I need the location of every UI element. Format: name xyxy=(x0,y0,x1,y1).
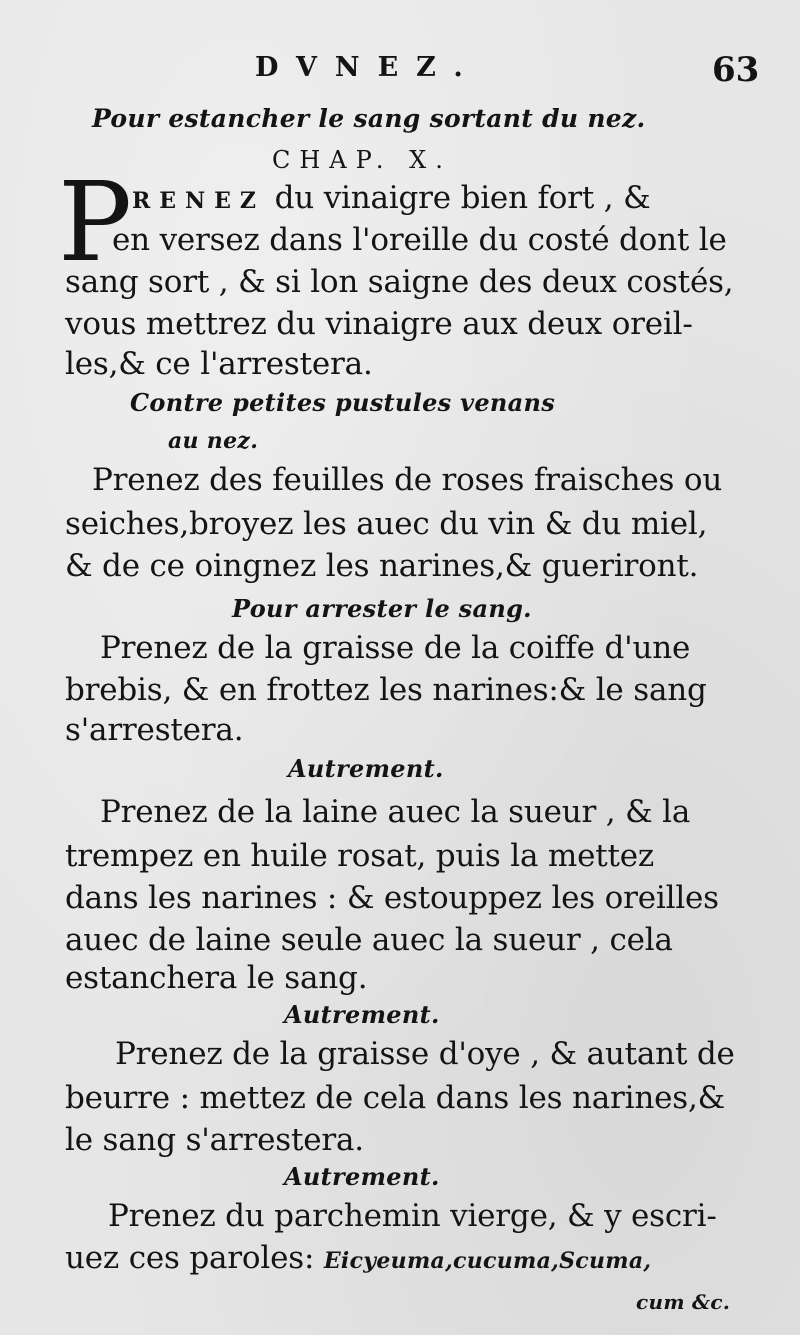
catchword: cum &c. xyxy=(636,1290,731,1314)
section-title: Pour arrester le sang. xyxy=(232,594,532,623)
first-word-caps: RENEZ xyxy=(132,188,265,214)
text-line: le sang s'arrestera. xyxy=(65,1122,364,1158)
text-line: seiches,broyez les auec du vin & du miel, xyxy=(65,506,708,542)
text-line: s'arrestera. xyxy=(65,712,244,748)
text-line: du vinaigre bien fort , & xyxy=(274,180,651,216)
text-line: brebis, & en frottez les narines:& le sang xyxy=(65,672,707,708)
text-line-part: uez ces paroles: xyxy=(65,1240,315,1276)
text-line: auec de laine seule auec la sueur , cela xyxy=(65,922,673,958)
first-line xyxy=(132,180,650,216)
chapter-heading: CHAP. X. xyxy=(272,146,452,174)
inline-gothic-text: Eicyeuma,cucuma,Scuma, xyxy=(323,1248,652,1274)
section-title: Contre petites pustules venans xyxy=(130,388,556,417)
text-line xyxy=(65,1240,651,1276)
drop-cap: P xyxy=(58,158,133,286)
section-title: Autrement. xyxy=(288,754,444,783)
text-line: estanchera le sang. xyxy=(65,960,368,996)
page-header xyxy=(0,50,800,92)
text-line: dans les narines : & estouppez les oreilles xyxy=(65,880,719,916)
text-line: Prenez de la graisse d'oye , & autant de xyxy=(115,1036,735,1072)
section-title-continuation: au nez. xyxy=(168,428,259,454)
text-line: beurre : mettez de cela dans les narines,& xyxy=(65,1080,726,1116)
running-head: DVNEZ. xyxy=(255,52,481,83)
text-line: les,& ce l'arrestera. xyxy=(65,346,373,382)
text-line: en versez dans l'oreille du costé dont le xyxy=(112,222,727,258)
text-line: Prenez de la laine auec la sueur , & la xyxy=(100,794,691,830)
text-line: sang sort , & si lon saigne des deux costés, xyxy=(65,264,734,300)
page-number: 63 xyxy=(712,50,760,90)
text-line: Prenez des feuilles de roses fraisches ou xyxy=(92,462,723,498)
text-line: Prenez du parchemin vierge, & y escri- xyxy=(108,1198,717,1234)
text-line: vous mettrez du vinaigre aux deux oreil- xyxy=(65,306,693,342)
text-line: Prenez de la graisse de la coiffe d'une xyxy=(100,630,691,666)
section-title: Autrement. xyxy=(284,1000,440,1029)
text-line: trempez en huile rosat, puis la mettez xyxy=(65,838,655,874)
section-title: Pour estancher le sang sortant du nez. xyxy=(92,104,646,133)
text-line: & de ce oingnez les narines,& gueriront. xyxy=(65,548,699,584)
section-title: Autrement. xyxy=(284,1162,440,1191)
